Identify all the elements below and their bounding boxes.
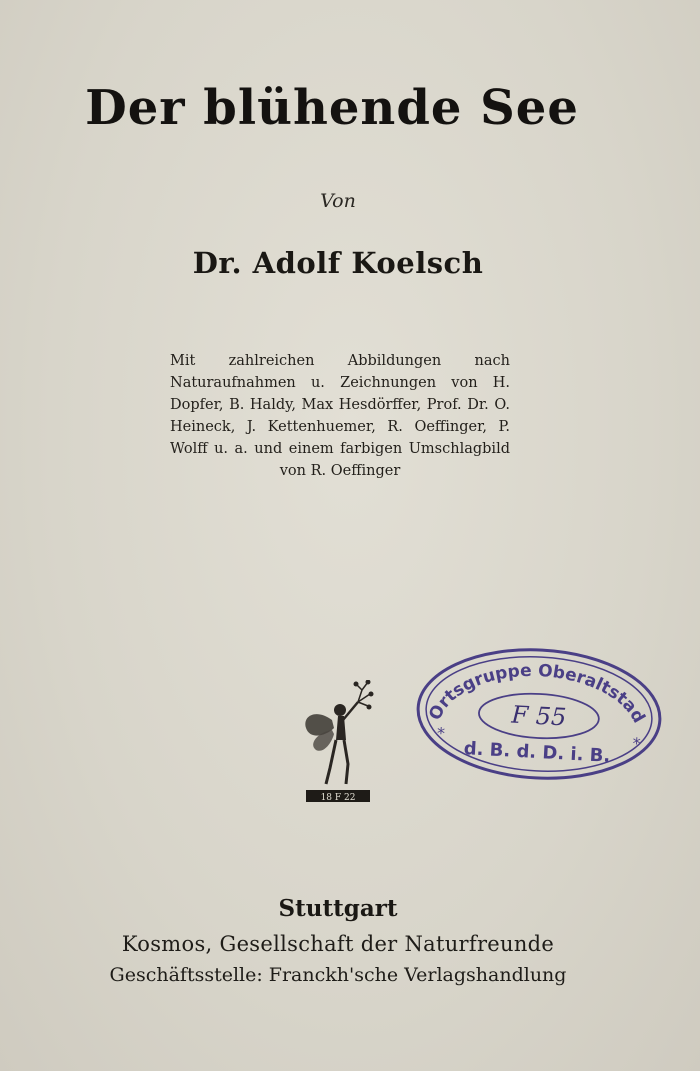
stamp-star-icon: *: [436, 723, 446, 744]
by-line: Von: [320, 190, 356, 212]
fairy-vignette: [296, 680, 386, 810]
stamp-bottom-text: d. B. d. D. i. B.: [463, 738, 611, 767]
book-title: Der blühende See: [85, 80, 579, 136]
imprint-publisher: Kosmos, Gesellschaft der Naturfreunde: [121, 932, 555, 956]
author-name: Dr. Adolf Koelsch: [192, 246, 484, 280]
vignette-label: 18 F 22: [320, 793, 356, 803]
imprint-place: Stuttgart: [278, 895, 398, 922]
library-stamp: [411, 640, 668, 789]
imprint-office: Geschäftsstelle: Franckh'sche Verlagshandlung: [109, 964, 567, 986]
stamp-number: F 55: [510, 700, 568, 732]
stamp-top-text: Ortsgruppe Oberaltstadt: [425, 660, 649, 727]
stamp-star-icon: *: [632, 733, 642, 754]
illustration-credits: Mit zahlreichen Abbildungen nach Naturaufnahmen u. Zeichnungen von H. Dopfer, B. Haldy, Max Hesdörffer, Prof. Dr. O. Heineck, J. Kettenhuemer, R. Oeffinger, P. Wolff u. a. und einem farbigen Umschlagbild von R. Oeffinger: [170, 353, 510, 479]
